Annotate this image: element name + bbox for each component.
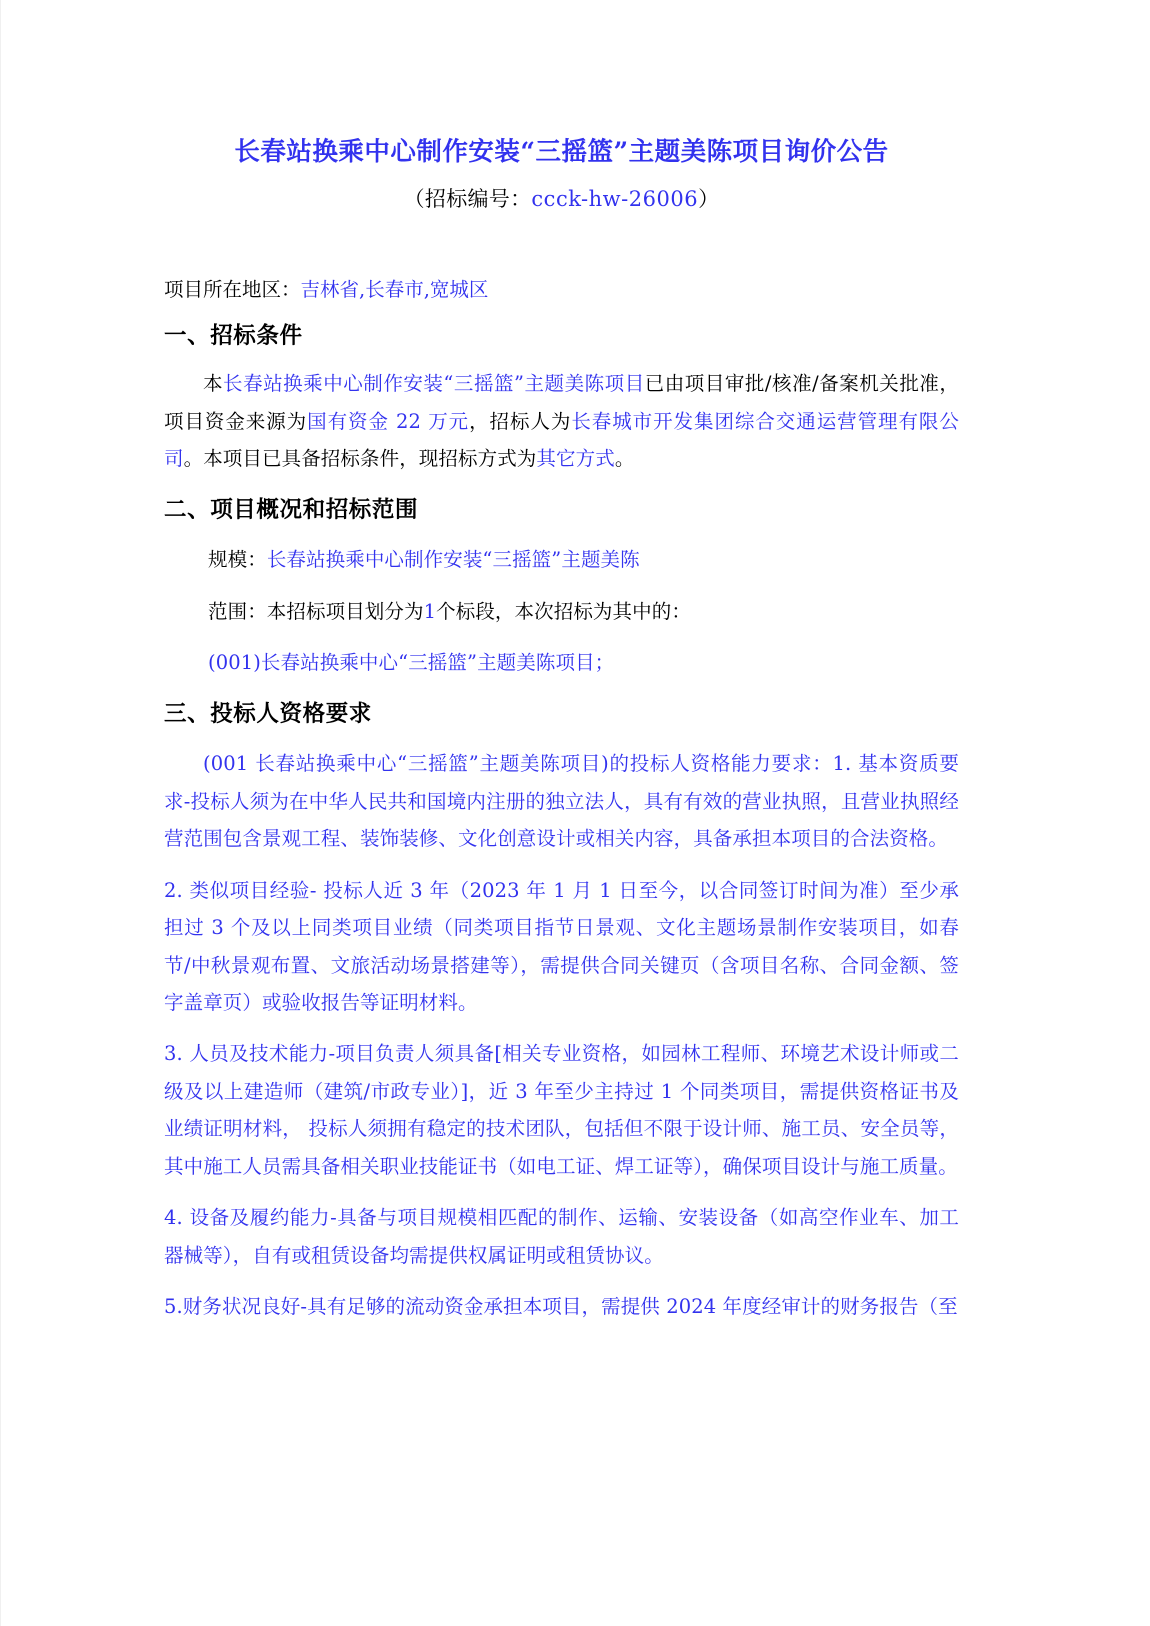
- tender-number-suffix: ）: [698, 186, 720, 211]
- lot-item-001: (001)长春站换乘中心“三摇篮”主题美陈项目；: [208, 651, 615, 675]
- project-lot-count: 1: [423, 599, 437, 623]
- project-region-label: 项目所在地区：: [164, 278, 301, 302]
- project-region-value: 吉林省,长春市,宽城区: [300, 278, 489, 302]
- section-heading-three: 三、投标人资格要求: [164, 700, 372, 727]
- s1-text-c: 已由项目审批/核准/备案机关批准，项目资金来源为: [164, 372, 960, 433]
- project-region: [164, 213, 959, 304]
- project-scale-value: 长春站换乘中心制作安装“三摇篮”主题美陈: [266, 548, 640, 572]
- section-one-paragraph: [164, 354, 959, 477]
- s1-text-a: 本: [203, 372, 224, 396]
- qualification-paragraph-1: (001 长春站换乘中心“三摇篮”主题美陈项目)的投标人资格能力要求：1. 基本资质要求-投标人须为在中华人民共和国境内注册的独立法人，具有有效的营业执照，且营业执照经营范围包含景观工程、装饰装修、文化创意设计或相关内容，具备承担本项目的合法资格。: [164, 752, 959, 851]
- s1-project-name: 长春站换乘中心制作安装“三摇篮”主题美陈项目: [223, 372, 645, 396]
- s1-tender-method: 其它方式: [536, 447, 615, 471]
- page-title: 长春站换乘中心制作安装“三摇篮”主题美陈项目询价公告: [234, 137, 889, 167]
- project-scale-line: [164, 527, 959, 578]
- section-heading-two: 二、项目概况和招标范围: [164, 496, 419, 523]
- qualification-paragraph-5: 5.财务状况良好-具有足够的流动资金承担本项目，需提供 2024 年度经审计的财务报告（至: [164, 1295, 958, 1318]
- project-scope-text-c: 个标段，本次招标为其中的：: [436, 599, 691, 623]
- document-body: [164, 0, 959, 1325]
- s1-tenderee-name: 长春城市开发集团综合交通运营管理有限公司: [164, 409, 959, 471]
- qualification-paragraph-3: 3. 人员及技术能力-项目负责人须具备[相关专业资格，如园林工程师、环境艺术设计师或二级及以上建造师（建筑/市政专业）]，近 3 年至少主持过 1 个同类项目，需提供资格证书及业绩证明材料， 投标人须拥有稳定的技术团队，包括但不限于设计师、施工员、安全员等，其中施工人员需具备相关职业技能证书（如电工证、焊工证等），确保项目设计与施工质量。: [164, 1042, 959, 1178]
- s1-text-e: ，招标人为: [469, 409, 572, 433]
- section-heading-one: 一、招标条件: [164, 323, 303, 350]
- qualification-paragraph-4: 4. 设备及履约能力-具备与项目规模相匹配的制作、运输、安装设备（如高空作业车、加工器械等），自有或租赁设备均需提供权属证明或租赁协议。: [164, 1206, 959, 1267]
- qualification-paragraph-2: 2. 类似项目经验- 投标人近 3 年（2023 年 1 月 1 日至今，以合同签订时间为准）至少承担过 3 个及以上同类项目业绩（同类项目指节日景观、文化主题场景制作安装项目，如春节/中秋景观布置、文旅活动场景搭建等），需提供合同关键页（含项目名称、合同金额、签字盖章页）或验收报告等证明材料。: [164, 878, 959, 1014]
- tender-number-prefix: （招标编号：: [403, 186, 532, 211]
- s1-text-g: 。本项目已具备招标条件，现招标方式为: [183, 447, 537, 471]
- tender-number-value: ccck-hw-26006: [531, 186, 699, 211]
- project-scale-label: 规模：: [208, 548, 267, 572]
- project-scope-text-a: 范围：本招标项目划分为: [208, 599, 424, 623]
- tender-number-line: [164, 169, 959, 213]
- s1-funding-amount: 国有资金 22 万元: [307, 409, 470, 433]
- s1-text-i: 。: [614, 447, 635, 471]
- project-scope-line: [164, 579, 959, 630]
